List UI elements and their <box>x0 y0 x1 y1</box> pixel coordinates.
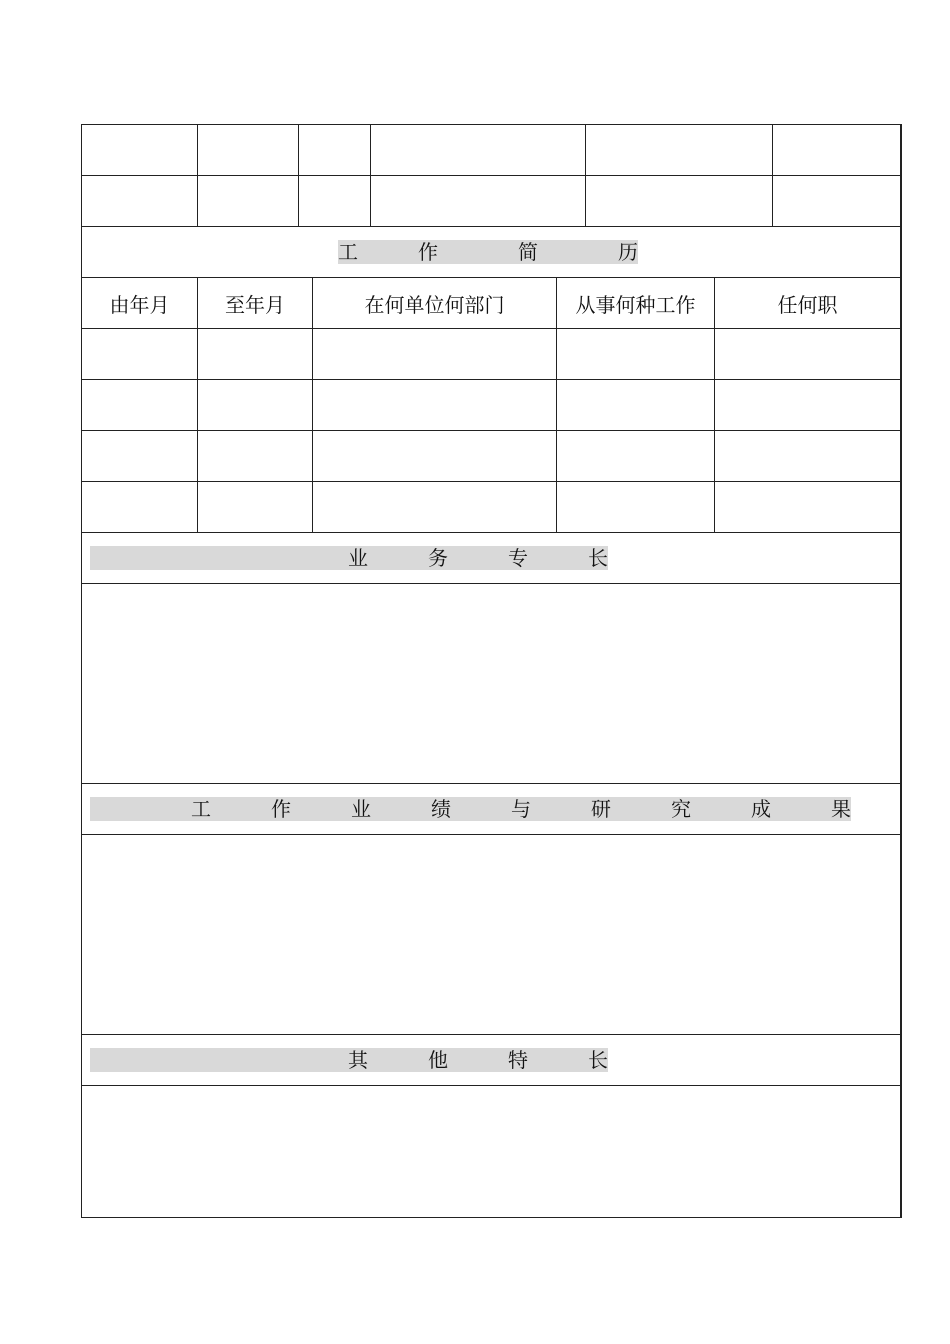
history-cell[interactable] <box>197 380 312 430</box>
history-header-row <box>81 277 902 328</box>
achievements-content-area[interactable] <box>81 834 902 1034</box>
blank-cell[interactable] <box>772 176 900 226</box>
history-cell[interactable] <box>714 431 900 481</box>
history-row <box>81 379 902 430</box>
blank-cell[interactable] <box>298 125 370 175</box>
blank-cell[interactable] <box>772 125 900 175</box>
work-history-title-row <box>81 226 902 277</box>
specialty-content-area[interactable] <box>81 583 902 783</box>
blank-cell[interactable] <box>298 176 370 226</box>
history-cell[interactable] <box>556 329 714 379</box>
blank-cell[interactable] <box>197 125 298 175</box>
specialty-title-row <box>81 532 902 583</box>
history-cell[interactable] <box>714 482 900 532</box>
achievements-title: 工 作 业 绩 与 研 究 成 果 <box>90 797 851 821</box>
resume-form <box>81 124 902 1218</box>
header-unit: 在何单位何部门 <box>312 278 556 328</box>
blank-cell[interactable] <box>197 176 298 226</box>
history-cell[interactable] <box>556 482 714 532</box>
history-cell[interactable] <box>197 329 312 379</box>
history-cell[interactable] <box>82 380 197 430</box>
history-cell[interactable] <box>312 431 556 481</box>
blank-cell[interactable] <box>585 176 772 226</box>
work-history-title: 工 作 简 历 <box>338 240 638 264</box>
achievements-title-row <box>81 783 902 834</box>
other-title: 其 他 特 长 <box>90 1048 608 1072</box>
blank-cell[interactable] <box>370 125 585 175</box>
history-cell[interactable] <box>82 482 197 532</box>
specialty-title: 业 务 专 长 <box>90 546 608 570</box>
history-cell[interactable] <box>312 482 556 532</box>
blank-cell[interactable] <box>82 176 197 226</box>
history-cell[interactable] <box>556 380 714 430</box>
blank-cell[interactable] <box>370 176 585 226</box>
history-row <box>81 481 902 532</box>
header-from: 由年月 <box>109 292 170 317</box>
history-cell[interactable] <box>312 329 556 379</box>
history-cell[interactable] <box>714 329 900 379</box>
history-cell[interactable] <box>714 380 900 430</box>
header-to: 至年月 <box>197 278 312 328</box>
other-title-row <box>81 1034 902 1085</box>
other-content-area[interactable] <box>81 1085 902 1218</box>
header-work: 从事何种工作 <box>556 278 714 328</box>
history-cell[interactable] <box>556 431 714 481</box>
history-cell[interactable] <box>82 329 197 379</box>
blank-row-2 <box>81 175 902 226</box>
history-row <box>81 430 902 481</box>
blank-row-1 <box>81 124 902 175</box>
blank-cell[interactable] <box>82 125 197 175</box>
history-cell[interactable] <box>312 380 556 430</box>
history-cell[interactable] <box>82 431 197 481</box>
blank-cell[interactable] <box>585 125 772 175</box>
history-cell[interactable] <box>197 482 312 532</box>
history-cell[interactable] <box>197 431 312 481</box>
history-row <box>81 328 902 379</box>
header-position: 任何职 <box>714 278 900 328</box>
